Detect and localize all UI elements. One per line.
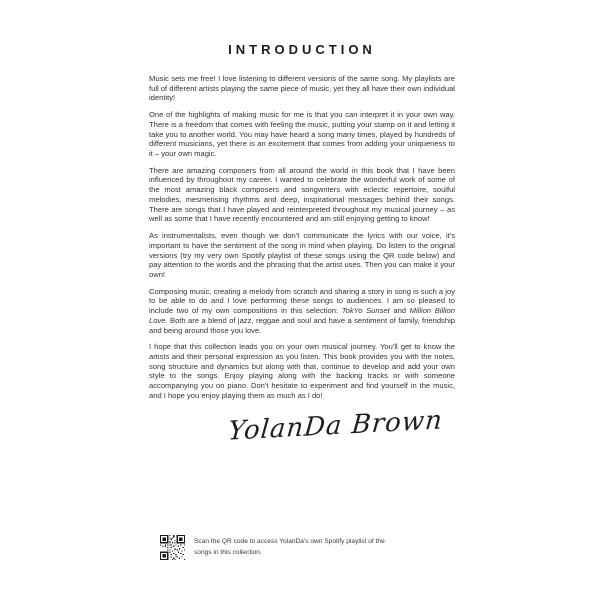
signature-row — [149, 404, 455, 463]
italic-text-run: TokYo Sunset — [341, 306, 390, 316]
text-run: . Both are a blend of jazz, reggae and soul and have a sentiment of family, friendship and being around those you love. — [149, 315, 455, 335]
body-paragraphs — [149, 74, 455, 401]
text-run: I hope that this collection leads you on your own musical journey. You'll get to know the artists and their personal expression as you listen. This book provides you with the notes, song structure and dynamics but along with that, continue to develop and add your own style to the songs. Enjoy playing along with the backing tracks or with someone accompanying you on piano. Don't hesitate to experiment and find yourself in the music, and I hope you enjoy playing them as much as I do! — [149, 342, 455, 400]
text-run: There are amazing composers from all around the world in this book that I have been influenced by throughout my career. I wanted to celebrate the wonderful work of some of the most amazing black composers and songwriters with eclectic repertoire, soulful melodies, mesmerising rhythms and deep, inspirational messages behind their songs. There are songs that I have played and reinterpreted throughout my musical journey – as well as some that I have recently encountered and am still enjoying getting to know! — [149, 165, 455, 224]
paragraph — [149, 74, 455, 103]
text-run: and — [389, 306, 410, 316]
paragraph — [149, 166, 455, 224]
text-run: As instrumentalists, even though we don't communicate the lyrics with our voice, it's important to have the sentiment of the song in mind when playing. Do listen to the original versions (try my very own Spotify playlist of these songs using the QR code below) and pay attention to the words and the phrasing that the artist uses. Then you can make it your own! — [149, 231, 455, 279]
paragraph — [149, 287, 455, 336]
text-run: Music sets me free! I love listening to different versions of the same song. My playlists are full of different artists playing the same piece of music, yet they all have their own individual identity! — [149, 74, 455, 103]
qr-code-icon — [160, 535, 185, 560]
paragraph — [149, 110, 455, 159]
page-title: INTRODUCTION — [228, 42, 376, 57]
signature: YolanDa Brown — [226, 404, 445, 447]
paragraph — [149, 231, 455, 280]
paragraph — [149, 342, 455, 400]
italic-text-run: Million Billion Love — [149, 306, 455, 325]
text-run: Composing music, creating a melody from scratch and sharing a story in song is such a joy to be able to do and I love performing these songs to audiences. I am so pleased to include two of my own compositions in this selection: — [149, 286, 455, 316]
text-run: One of the highlights of making music for me is that you can interpret it in your own way. There is a freedom that comes with feeling the music, putting your stamp on it and letting it take you to another world. You may have heard a song many times, played by hundreds of different musicians, yet there is an excitement that comes from adding your uniqueness to it – your own magic. — [149, 110, 455, 159]
qr-footer — [160, 535, 394, 560]
page-content — [149, 42, 455, 463]
qr-caption: Scan the QR code to access YolanDa's own Spotify playlist of the songs in this collection. — [194, 538, 385, 556]
